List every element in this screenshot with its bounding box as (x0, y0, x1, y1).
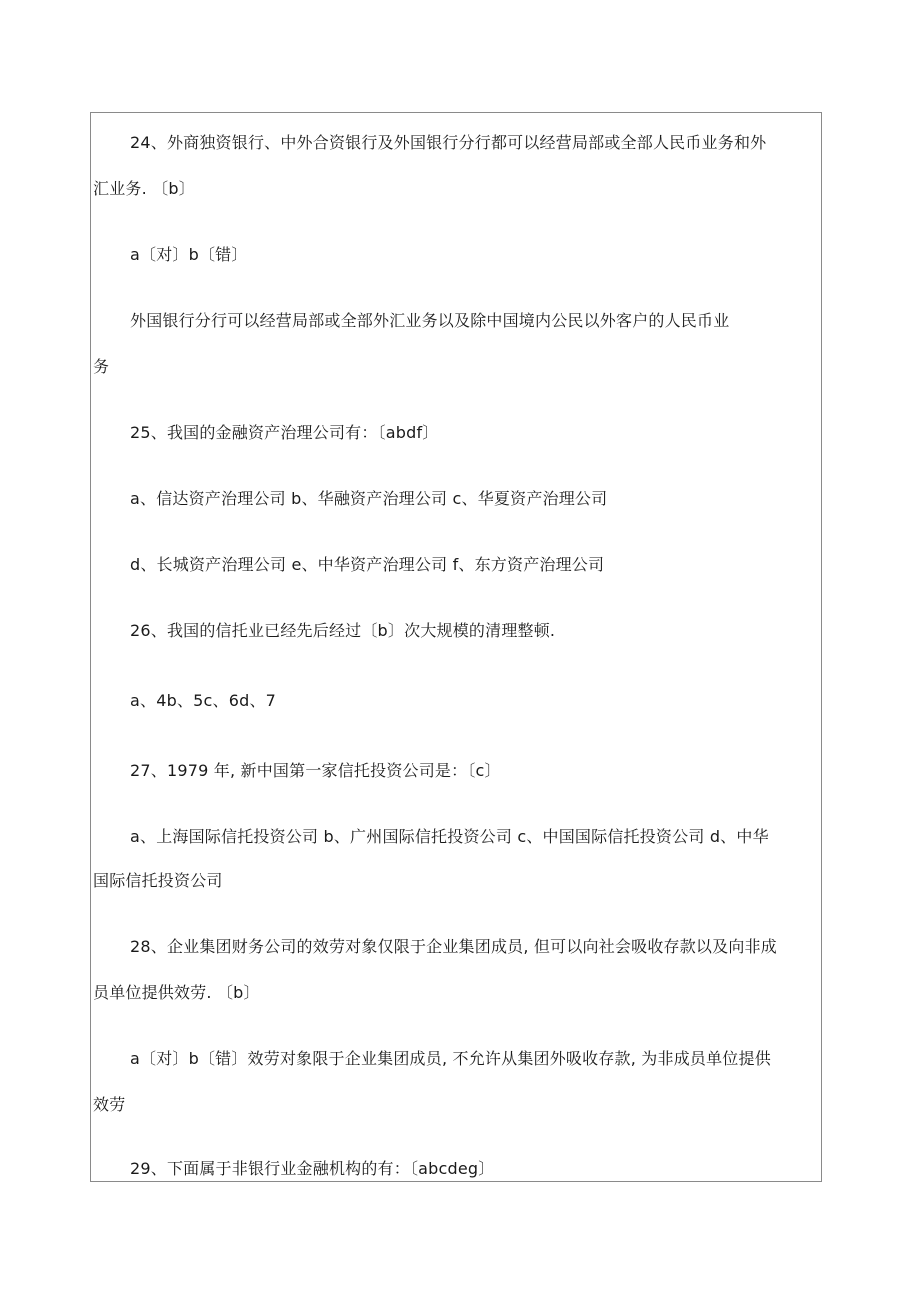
question-28-line-2: 员单位提供效劳. 〔b〕 (93, 983, 260, 1002)
question-24-line-2: 汇业务. 〔b〕 (93, 179, 195, 198)
page-frame (90, 112, 822, 1182)
question-28-line-1: 28、企业集团财务公司的效劳对象仅限于企业集团成员, 但可以向社会吸收存款以及向非成 (130, 937, 777, 956)
question-26: 26、我国的信托业已经先后经过〔b〕次大规模的清理整顿. (130, 621, 556, 640)
question-24-explanation-line-2: 务 (93, 357, 110, 376)
question-24-options: a〔对〕b〔错〕 (130, 245, 248, 264)
question-24-explanation-line-1: 外国银行分行可以经营局部或全部外汇业务以及除中国境内公民以外客户的人民币业 (130, 311, 730, 330)
question-25-options-line-2: d、长城资产治理公司 e、中华资产治理公司 f、东方资产治理公司 (130, 555, 605, 574)
question-25-options-line-1: a、信达资产治理公司 b、华融资产治理公司 c、华夏资产治理公司 (130, 489, 608, 508)
question-28-answer-line-1: a〔对〕b〔错〕效劳对象限于企业集团成员, 不允许从集团外吸收存款, 为非成员单位提供 (130, 1049, 771, 1068)
question-29: 29、下面属于非银行业金融机构的有：〔abcdeg〕 (130, 1159, 495, 1178)
question-24-line-1: 24、外商独资银行、中外合资银行及外国银行分行都可以经营局部或全部人民币业务和外 (130, 133, 767, 152)
question-27-options-line-2: 国际信托投资公司 (93, 871, 223, 890)
question-28-answer-line-2: 效劳 (93, 1095, 126, 1114)
question-25: 25、我国的金融资产治理公司有：〔abdf〕 (130, 423, 439, 442)
question-26-options: a、4b、5c、6d、7 (130, 691, 277, 710)
question-27-options-line-1: a、上海国际信托投资公司 b、广州国际信托投资公司 c、中国国际信托投资公司 d、中华 (130, 827, 769, 846)
question-27: 27、1979 年, 新中国第一家信托投资公司是：〔c〕 (130, 761, 501, 780)
